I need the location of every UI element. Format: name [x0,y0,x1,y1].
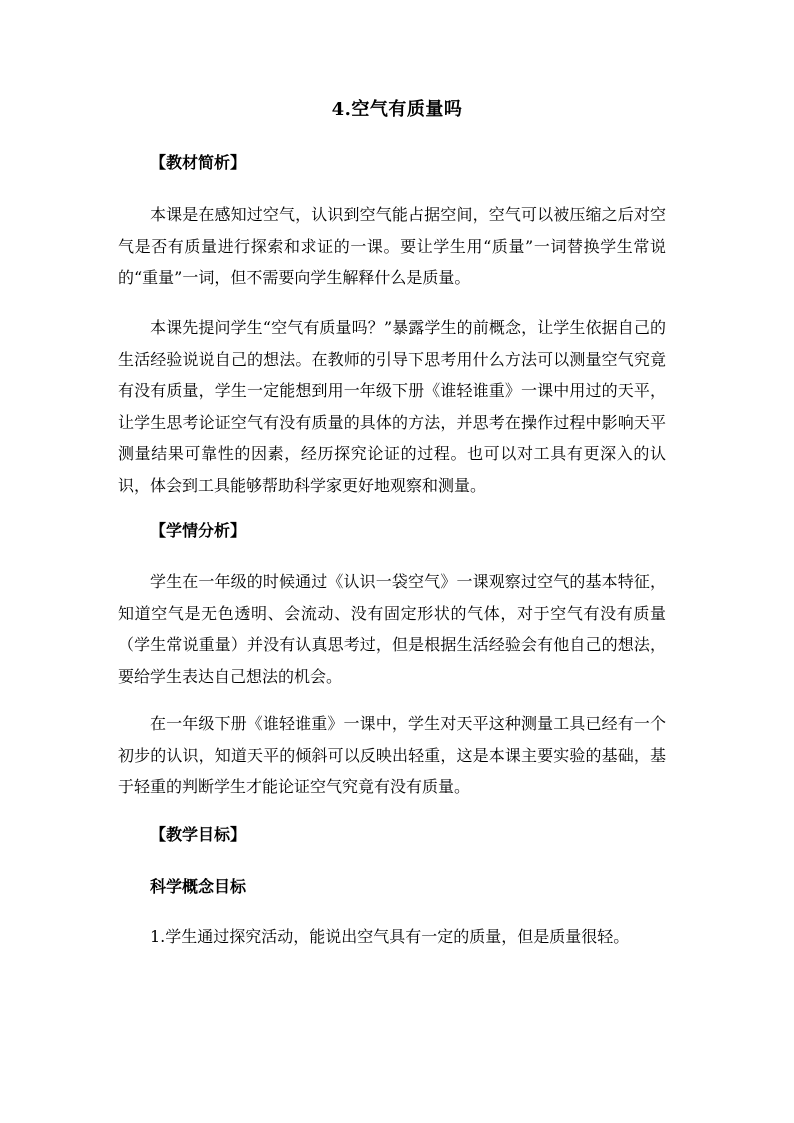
list-item: 1.学生通过探究活动，能说出空气具有一定的质量，但是质量很轻。 [150,927,630,946]
paragraph: 在一年级下册《谁轻谁重》一课中，学生对天平这种测量工具已经有一个初步的认识，知道天平的倾斜可以反映出轻重，这是本课主要实验的基础，基于轻重的判断学生才能论证空气究竟有没有质量。 [118,714,666,796]
paragraph: 本课先提问学生“空气有质量吗？”暴露学生的前概念，让学生依据自己的生活经验说说自己的想法。在教师的引导下思考用什么方法可以测量空气究竟有没有质量，学生一定能想到用一年级下册《谁轻谁重》一课中用过的天平，让学生思考论证空气有没有质量的具体的方法，并思考在操作过程中影响天平测量结果可靠性的因素，经历探究论证的过程。也可以对工具有更深入的认识，体会到工具能够帮助科学家更好地观察和测量。 [118,318,666,495]
paragraph: 本课是在感知过空气，认识到空气能占据空间，空气可以被压缩之后对空气是否有质量进行探索和求证的一课。要让学生用“质量”一词替换学生常说的“重量”一词，但不需要向学生解释什么是质量。 [118,205,666,287]
section-heading-teaching-goals: 【教学目标】 [150,825,247,844]
section-heading-student-analysis: 【学情分析】 [150,521,247,540]
section-heading-textbook-analysis: 【教材简析】 [150,153,247,172]
document-title: 4.空气有质量吗 [331,99,463,120]
paragraph: 学生在一年级的时候通过《认识一袋空气》一课观察过空气的基本特征，知道空气是无色透明、会流动、没有固定形状的气体，对于空气有没有质量（学生常说重量）并没有认真思考过，但是根据生活经验会有他自己的想法，要给学生表达自己想法的机会。 [118,572,666,686]
subheading-science-concept-goals: 科学概念目标 [150,877,247,896]
